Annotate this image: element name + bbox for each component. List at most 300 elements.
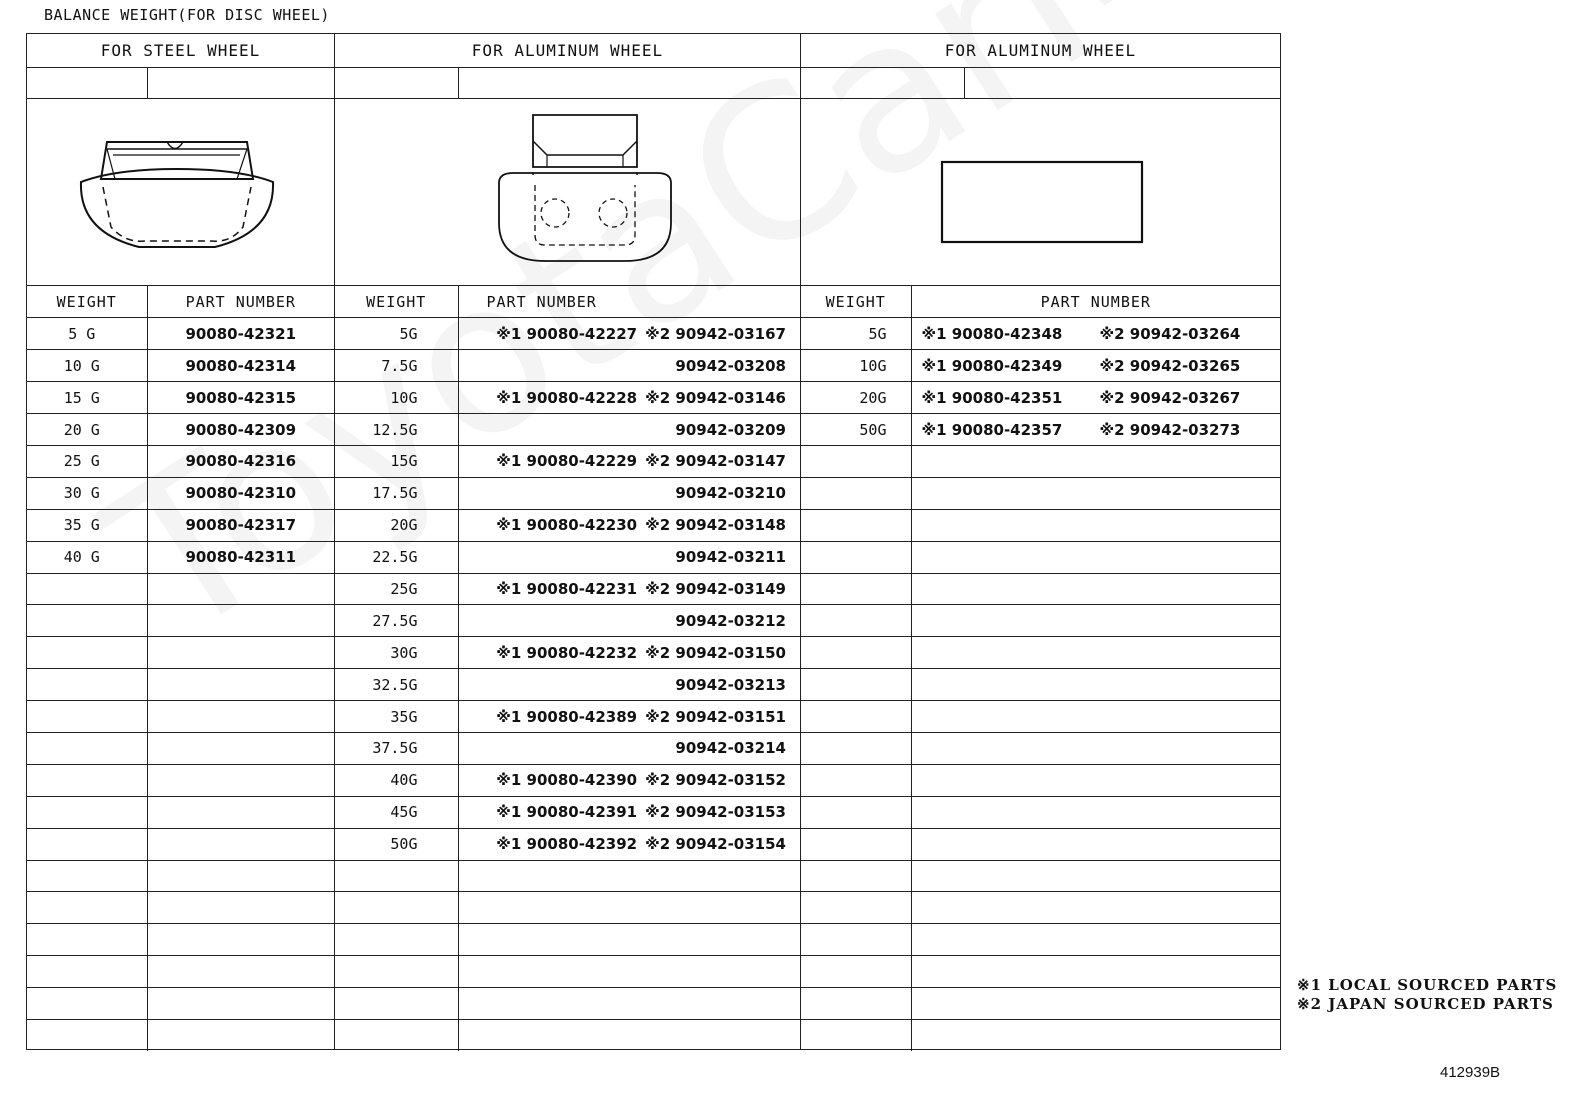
part-number-cell bbox=[911, 796, 1280, 828]
table-row bbox=[335, 892, 800, 924]
part-number-cell bbox=[147, 1019, 334, 1051]
japan-mark: ※2 bbox=[1099, 388, 1125, 407]
table-row bbox=[801, 796, 1280, 828]
weight-cell bbox=[335, 318, 458, 350]
part-number-cell bbox=[147, 541, 334, 573]
japan-part-group bbox=[1100, 389, 1241, 407]
local-mark: ※1 bbox=[921, 388, 947, 407]
part-number-cell bbox=[911, 382, 1280, 414]
weight-value: 5G bbox=[868, 324, 887, 343]
table-row bbox=[801, 445, 1280, 477]
part-number-cell bbox=[147, 701, 334, 733]
table-row bbox=[801, 892, 1280, 924]
weight-cell bbox=[801, 860, 911, 892]
table-row bbox=[27, 573, 334, 605]
japan-part-number: 90942-03211 bbox=[675, 548, 786, 567]
weight-value: 7.5G bbox=[381, 356, 418, 375]
table-row bbox=[27, 669, 334, 701]
part-number-cell bbox=[911, 860, 1280, 892]
table-row bbox=[801, 477, 1280, 509]
japan-part-group bbox=[1100, 325, 1241, 343]
table-row bbox=[27, 956, 334, 988]
steel-blank-row bbox=[27, 68, 334, 99]
weight-cell bbox=[27, 382, 147, 414]
weight-value: 35 G bbox=[63, 516, 100, 535]
weight-cell bbox=[801, 892, 911, 924]
table-row bbox=[335, 477, 800, 509]
legend-mark: ※1 bbox=[1297, 976, 1323, 994]
local-part-group bbox=[496, 803, 637, 821]
weight-value: 10 G bbox=[63, 356, 100, 375]
japan-part-group bbox=[675, 676, 786, 694]
aluminum-wheel-section-2 bbox=[800, 34, 1280, 1049]
local-part-number: 90080-42357 bbox=[951, 420, 1063, 439]
japan-part-group bbox=[645, 325, 786, 343]
local-mark: ※1 bbox=[496, 516, 522, 535]
part-number-cell bbox=[911, 477, 1280, 509]
table-row bbox=[27, 605, 334, 637]
japan-part-group bbox=[1100, 421, 1241, 439]
weight-cell bbox=[335, 1019, 458, 1051]
japan-mark: ※2 bbox=[645, 771, 671, 790]
weight-cell bbox=[27, 445, 147, 477]
japan-part-number: 90942-03208 bbox=[675, 356, 786, 375]
part-number-cell bbox=[911, 414, 1280, 446]
table-row bbox=[335, 860, 800, 892]
weight-cell bbox=[801, 701, 911, 733]
part-number-cell bbox=[458, 637, 800, 669]
local-part-group bbox=[922, 421, 1100, 439]
weight-value: 10G bbox=[390, 388, 418, 407]
part-number-cell bbox=[911, 605, 1280, 637]
part-number-cell bbox=[458, 796, 800, 828]
part-number-value: 90080-42314 bbox=[185, 356, 297, 375]
part-number-cell bbox=[147, 669, 334, 701]
table-row bbox=[801, 318, 1280, 350]
table-row bbox=[335, 828, 800, 860]
weight-cell bbox=[335, 701, 458, 733]
table-row bbox=[801, 414, 1280, 446]
weight-value: 15G bbox=[390, 452, 418, 471]
part-number-cell bbox=[147, 828, 334, 860]
weight-cell bbox=[801, 318, 911, 350]
table-row bbox=[801, 350, 1280, 382]
weight-cell bbox=[335, 860, 458, 892]
local-part-group bbox=[496, 708, 637, 726]
alum1-parts-table bbox=[335, 286, 800, 1051]
japan-part-group bbox=[675, 357, 786, 375]
local-mark: ※1 bbox=[921, 324, 947, 343]
weight-cell bbox=[801, 796, 911, 828]
part-number-cell bbox=[458, 860, 800, 892]
japan-mark: ※2 bbox=[645, 579, 671, 598]
part-number-cell bbox=[147, 382, 334, 414]
part-number-cell bbox=[458, 764, 800, 796]
weight-cell bbox=[801, 382, 911, 414]
part-number-cell bbox=[458, 924, 800, 956]
table-row bbox=[335, 382, 800, 414]
table-row bbox=[27, 860, 334, 892]
steel-wheel-section bbox=[27, 34, 334, 1049]
weight-cell bbox=[335, 764, 458, 796]
table-row bbox=[801, 541, 1280, 573]
local-part-number: 90080-42391 bbox=[526, 803, 638, 822]
part-number-cell bbox=[911, 669, 1280, 701]
part-number-header: PART NUMBER bbox=[911, 286, 1280, 318]
part-number-cell bbox=[458, 318, 800, 350]
weight-cell bbox=[335, 541, 458, 573]
table-row bbox=[335, 318, 800, 350]
part-number-cell bbox=[458, 573, 800, 605]
local-mark: ※1 bbox=[496, 579, 522, 598]
table-row bbox=[335, 509, 800, 541]
part-number-cell bbox=[147, 605, 334, 637]
table-row bbox=[801, 732, 1280, 764]
japan-part-group bbox=[645, 580, 786, 598]
table-row bbox=[335, 956, 800, 988]
part-number-cell bbox=[147, 860, 334, 892]
japan-part-group bbox=[645, 389, 786, 407]
weight-cell bbox=[801, 637, 911, 669]
part-number-cell bbox=[458, 828, 800, 860]
table-row bbox=[27, 924, 334, 956]
weight-cell bbox=[27, 892, 147, 924]
table-row bbox=[335, 573, 800, 605]
local-part-number: 90080-42348 bbox=[951, 324, 1063, 343]
japan-mark: ※2 bbox=[1099, 324, 1125, 343]
weight-cell bbox=[27, 414, 147, 446]
japan-part-number: 90942-03149 bbox=[675, 579, 786, 598]
table-row bbox=[801, 956, 1280, 988]
weight-cell bbox=[335, 414, 458, 446]
japan-part-group bbox=[645, 708, 786, 726]
weight-cell bbox=[335, 605, 458, 637]
steel-parts-table bbox=[27, 286, 334, 1051]
part-number-cell bbox=[911, 764, 1280, 796]
part-number-cell bbox=[147, 445, 334, 477]
table-row bbox=[27, 701, 334, 733]
table-row bbox=[801, 860, 1280, 892]
part-number-cell bbox=[458, 541, 800, 573]
part-number-cell bbox=[147, 509, 334, 541]
japan-mark: ※2 bbox=[645, 388, 671, 407]
weight-value: 17.5G bbox=[372, 484, 418, 503]
local-part-group bbox=[496, 835, 637, 853]
japan-part-group bbox=[645, 644, 786, 662]
local-part-group bbox=[496, 771, 637, 789]
local-mark: ※1 bbox=[496, 771, 522, 790]
table-row bbox=[335, 1019, 800, 1051]
local-part-number: 90080-42228 bbox=[526, 388, 638, 407]
part-number-cell bbox=[911, 956, 1280, 988]
weight-cell bbox=[801, 605, 911, 637]
weight-cell bbox=[27, 477, 147, 509]
weight-cell bbox=[27, 956, 147, 988]
japan-part-number: 90942-03214 bbox=[675, 739, 786, 758]
japan-mark: ※2 bbox=[1099, 420, 1125, 439]
table-row bbox=[27, 509, 334, 541]
weight-cell bbox=[335, 892, 458, 924]
japan-part-group bbox=[675, 484, 786, 502]
weight-value: 45G bbox=[390, 803, 418, 822]
part-number-cell bbox=[911, 732, 1280, 764]
weight-cell bbox=[27, 796, 147, 828]
legend-text: JAPAN SOURCED PARTS bbox=[1328, 995, 1554, 1013]
part-number-cell bbox=[147, 892, 334, 924]
part-number-cell bbox=[147, 318, 334, 350]
weight-value: 25G bbox=[390, 579, 418, 598]
weight-cell bbox=[27, 732, 147, 764]
part-number-cell bbox=[147, 924, 334, 956]
adhesive-strip-weight-icon bbox=[939, 159, 1145, 245]
local-part-number: 90080-42389 bbox=[526, 707, 638, 726]
japan-part-number: 90942-03153 bbox=[675, 803, 786, 822]
table-row bbox=[27, 382, 334, 414]
local-part-number: 90080-42392 bbox=[526, 835, 638, 854]
table-row bbox=[335, 605, 800, 637]
part-number-cell bbox=[911, 318, 1280, 350]
japan-part-number: 90942-03212 bbox=[675, 611, 786, 630]
part-number-cell bbox=[458, 701, 800, 733]
part-number-cell bbox=[147, 350, 334, 382]
japan-part-number: 90942-03213 bbox=[675, 675, 786, 694]
table-row bbox=[335, 924, 800, 956]
weight-cell bbox=[335, 669, 458, 701]
weight-value: 35G bbox=[390, 707, 418, 726]
table-row bbox=[801, 637, 1280, 669]
local-part-number: 90080-42232 bbox=[526, 643, 638, 662]
japan-part-number: 90942-03210 bbox=[675, 484, 786, 503]
local-part-group bbox=[496, 644, 637, 662]
japan-mark: ※2 bbox=[645, 803, 671, 822]
weight-cell bbox=[801, 477, 911, 509]
table-row bbox=[801, 701, 1280, 733]
weight-cell bbox=[27, 860, 147, 892]
page-title: BALANCE WEIGHT(FOR DISC WHEEL) bbox=[44, 6, 330, 24]
local-mark: ※1 bbox=[921, 356, 947, 375]
part-number-value: 90080-42311 bbox=[185, 548, 297, 567]
weight-value: 40 G bbox=[63, 548, 100, 567]
part-number-value: 90080-42321 bbox=[185, 324, 297, 343]
part-number-cell bbox=[458, 988, 800, 1020]
alum1-section-title: FOR ALUMINUM WHEEL bbox=[335, 34, 800, 68]
local-part-group bbox=[922, 389, 1100, 407]
part-number-cell bbox=[911, 509, 1280, 541]
weight-cell bbox=[27, 669, 147, 701]
table-row bbox=[27, 988, 334, 1020]
japan-part-number: 90942-03151 bbox=[675, 707, 786, 726]
table-row bbox=[27, 350, 334, 382]
japan-part-group bbox=[675, 548, 786, 566]
part-number-cell bbox=[911, 828, 1280, 860]
weight-cell bbox=[27, 605, 147, 637]
table-row bbox=[27, 892, 334, 924]
alum2-section-title: FOR ALUMINUM WHEEL bbox=[801, 34, 1280, 68]
weight-cell bbox=[335, 477, 458, 509]
part-number-cell bbox=[911, 924, 1280, 956]
weight-value: 25 G bbox=[63, 452, 100, 471]
weight-value: 5 G bbox=[68, 324, 96, 343]
local-part-number: 90080-42351 bbox=[951, 388, 1063, 407]
japan-part-group bbox=[1100, 357, 1241, 375]
table-row bbox=[27, 414, 334, 446]
weight-value: 22.5G bbox=[372, 548, 418, 567]
part-number-cell bbox=[458, 445, 800, 477]
weight-value: 20 G bbox=[63, 420, 100, 439]
japan-part-group bbox=[645, 516, 786, 534]
part-number-value: 90080-42309 bbox=[185, 420, 297, 439]
japan-part-group bbox=[645, 452, 786, 470]
table-row bbox=[801, 924, 1280, 956]
japan-part-number: 90942-03273 bbox=[1129, 420, 1241, 439]
weight-cell bbox=[27, 701, 147, 733]
japan-part-number: 90942-03154 bbox=[675, 835, 786, 854]
table-row bbox=[27, 445, 334, 477]
weight-cell bbox=[335, 924, 458, 956]
weight-value: 37.5G bbox=[372, 739, 418, 758]
weight-cell bbox=[801, 350, 911, 382]
weight-cell bbox=[335, 796, 458, 828]
local-part-number: 90080-42227 bbox=[526, 324, 638, 343]
japan-part-number: 90942-03147 bbox=[675, 452, 786, 471]
part-number-cell bbox=[147, 477, 334, 509]
local-mark: ※1 bbox=[496, 388, 522, 407]
table-row bbox=[801, 988, 1280, 1020]
weight-cell bbox=[801, 509, 911, 541]
table-row bbox=[335, 637, 800, 669]
part-number-cell bbox=[458, 509, 800, 541]
weight-value: 12.5G bbox=[372, 420, 418, 439]
japan-part-group bbox=[675, 421, 786, 439]
part-number-value: 90080-42315 bbox=[185, 388, 297, 407]
legend-item-japan bbox=[1297, 995, 1557, 1014]
alum1-weight-illustration bbox=[335, 99, 800, 286]
alum2-parts-table bbox=[801, 286, 1280, 1051]
weight-cell bbox=[801, 541, 911, 573]
table-row bbox=[27, 318, 334, 350]
local-mark: ※1 bbox=[496, 643, 522, 662]
local-part-group bbox=[496, 580, 637, 598]
weight-cell bbox=[27, 509, 147, 541]
table-row bbox=[335, 701, 800, 733]
japan-part-number: 90942-03146 bbox=[675, 388, 786, 407]
weight-cell bbox=[335, 637, 458, 669]
local-part-group bbox=[922, 357, 1100, 375]
japan-part-number: 90942-03209 bbox=[675, 420, 786, 439]
weight-cell bbox=[335, 382, 458, 414]
table-row bbox=[801, 828, 1280, 860]
weight-value: 30 G bbox=[63, 484, 100, 503]
part-number-cell bbox=[911, 350, 1280, 382]
weight-cell bbox=[801, 445, 911, 477]
weight-header: WEIGHT bbox=[335, 286, 458, 318]
table-row bbox=[801, 382, 1280, 414]
weight-value: 50G bbox=[859, 420, 887, 439]
japan-part-number: 90942-03264 bbox=[1129, 324, 1241, 343]
table-row bbox=[801, 605, 1280, 637]
part-number-cell bbox=[147, 637, 334, 669]
weight-cell bbox=[27, 764, 147, 796]
table-row bbox=[335, 350, 800, 382]
part-number-value: 90080-42317 bbox=[185, 516, 297, 535]
table-row bbox=[27, 764, 334, 796]
part-number-cell bbox=[147, 414, 334, 446]
part-number-cell bbox=[911, 701, 1280, 733]
part-number-cell bbox=[911, 1019, 1280, 1051]
weight-cell bbox=[801, 988, 911, 1020]
weight-cell bbox=[335, 956, 458, 988]
weight-cell bbox=[801, 764, 911, 796]
local-part-number: 90080-42231 bbox=[526, 579, 638, 598]
alum1-blank-row bbox=[335, 68, 800, 99]
part-number-cell bbox=[911, 541, 1280, 573]
alum1-header-row bbox=[335, 286, 800, 318]
japan-part-number: 90942-03150 bbox=[675, 643, 786, 662]
weight-cell bbox=[27, 350, 147, 382]
table-row bbox=[801, 764, 1280, 796]
local-mark: ※1 bbox=[496, 803, 522, 822]
local-part-number: 90080-42349 bbox=[951, 356, 1063, 375]
japan-mark: ※2 bbox=[645, 835, 671, 854]
weight-header: WEIGHT bbox=[27, 286, 147, 318]
table-row bbox=[335, 732, 800, 764]
weight-cell bbox=[27, 573, 147, 605]
part-number-header: PART NUMBER bbox=[147, 286, 334, 318]
local-part-group bbox=[922, 325, 1100, 343]
part-number-cell bbox=[458, 477, 800, 509]
steel-weight-illustration bbox=[27, 99, 334, 286]
part-number-cell bbox=[458, 414, 800, 446]
local-mark: ※1 bbox=[496, 452, 522, 471]
local-mark: ※1 bbox=[921, 420, 947, 439]
weight-value: 20G bbox=[390, 516, 418, 535]
weight-cell bbox=[801, 828, 911, 860]
weight-cell bbox=[27, 828, 147, 860]
japan-mark: ※2 bbox=[1099, 356, 1125, 375]
table-row bbox=[801, 573, 1280, 605]
part-number-cell bbox=[147, 764, 334, 796]
part-number-value: 90080-42310 bbox=[185, 484, 297, 503]
reference-number: 412939B bbox=[1440, 1064, 1501, 1081]
local-mark: ※1 bbox=[496, 707, 522, 726]
part-number-header: PART NUMBER bbox=[458, 286, 800, 318]
table-row bbox=[27, 541, 334, 573]
table-row bbox=[27, 828, 334, 860]
part-number-cell bbox=[147, 956, 334, 988]
steel-section-title: FOR STEEL WHEEL bbox=[27, 34, 334, 68]
weight-cell bbox=[27, 924, 147, 956]
japan-part-group bbox=[645, 771, 786, 789]
weight-value: 30G bbox=[390, 643, 418, 662]
table-row bbox=[335, 445, 800, 477]
weight-cell bbox=[27, 1019, 147, 1051]
local-part-number: 90080-42230 bbox=[526, 516, 638, 535]
part-number-cell bbox=[911, 445, 1280, 477]
weight-cell bbox=[335, 573, 458, 605]
part-number-cell bbox=[147, 573, 334, 605]
part-number-cell bbox=[458, 892, 800, 924]
table-row bbox=[335, 764, 800, 796]
japan-part-group bbox=[645, 803, 786, 821]
part-number-cell bbox=[458, 350, 800, 382]
japan-part-number: 90942-03167 bbox=[675, 324, 786, 343]
japan-part-number: 90942-03148 bbox=[675, 516, 786, 535]
part-number-value: 90080-42316 bbox=[185, 452, 297, 471]
legend-text: LOCAL SOURCED PARTS bbox=[1328, 976, 1558, 994]
japan-part-group bbox=[675, 612, 786, 630]
part-number-cell bbox=[911, 988, 1280, 1020]
weight-value: 15 G bbox=[63, 388, 100, 407]
